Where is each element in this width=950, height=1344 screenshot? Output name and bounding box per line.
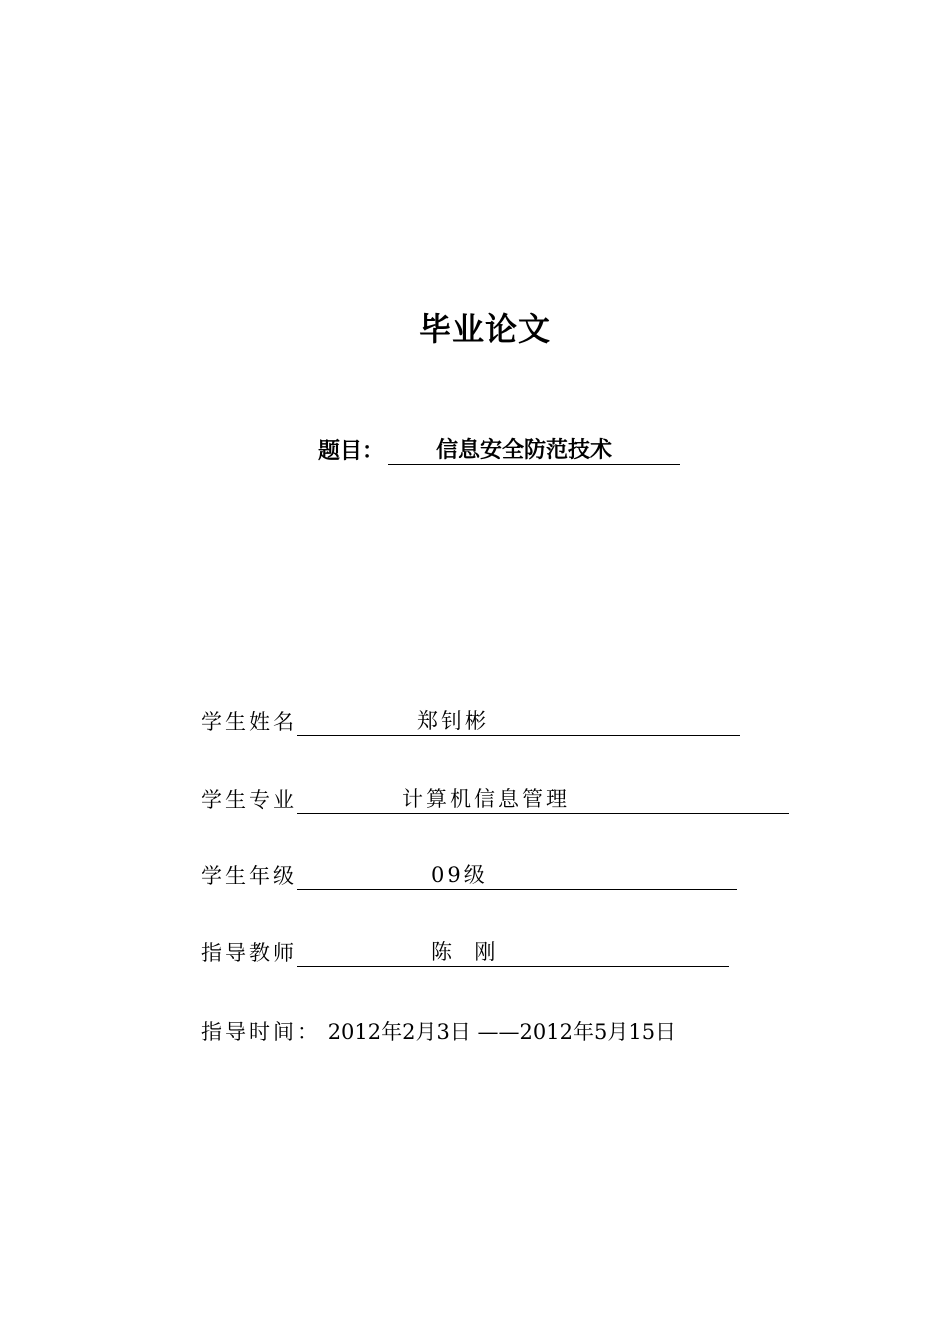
student-name-value: 郑钊彬 [417,709,489,733]
guidance-time-label: 指导时间： [201,1020,321,1044]
student-grade-label: 学生年级 [201,864,297,888]
student-name-underline [297,707,740,736]
guidance-time-field [201,1016,676,1046]
guidance-time-value: 2012年2月3日 ——2012年5月15日 [327,1020,677,1044]
topic-line [318,434,680,465]
student-grade-underline [297,861,737,890]
student-name-field [201,706,740,736]
topic-label: 题目： [318,439,385,464]
student-name-label: 学生姓名 [201,710,297,734]
topic-value: 信息安全防范技术 [436,438,613,463]
page-title: 毕业论文 [418,310,551,348]
student-grade-value: 09级 [431,863,488,887]
student-major-underline [297,785,789,814]
student-major-field [201,784,789,814]
topic-underline [388,437,680,465]
advisor-field [201,937,729,967]
student-grade-field [201,860,737,890]
advisor-label: 指导教师 [201,941,297,965]
advisor-value: 陈 刚 [431,940,499,964]
student-major-label: 学生专业 [201,788,297,812]
advisor-underline [297,938,729,967]
student-major-value: 计算机信息管理 [402,787,570,811]
